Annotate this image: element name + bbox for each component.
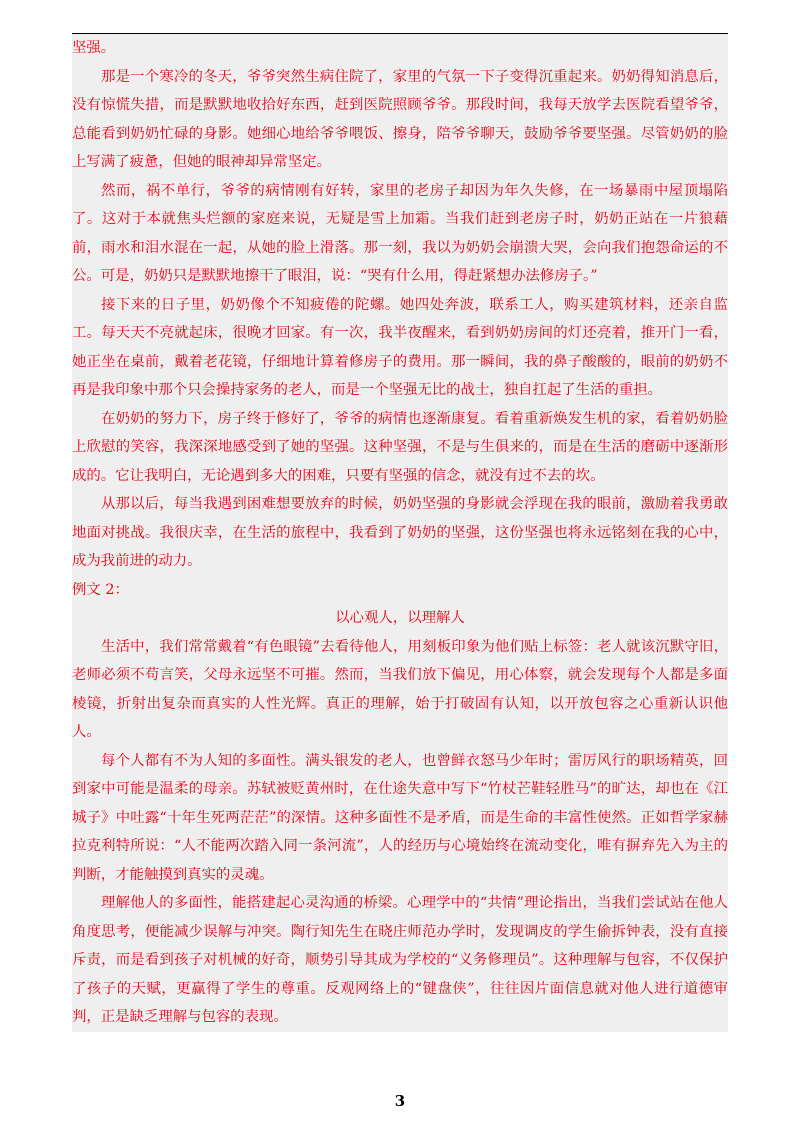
paragraph-multifaceted: 每个人都有不为人知的多面性。满头银发的老人，也曾鲜衣怒马少年时；雷厉风行的职场精英，回到家中可能是温柔的母亲。苏轼被贬黄州时，在仕途失意中写下“竹杖芒鞋轻胜马”的旷达，却也在《江城子》中吐露“十年生死两茫茫”的深情。这种多面性不是矛盾，而是生命的丰富性使然。正如哲学家赫拉克利特所说：“人不能两次踏入同一条河流”，人的经历与心境始终在流动变化，唯有摒弃先入为主的判断，才能触摸到真实的灵魂。 bbox=[72, 752, 728, 883]
paragraph-house-collapse: 然而，祸不单行，爷爷的病情刚有好转，家里的老房子却因为年久失修，在一场暴雨中屋顶塌陷了。这对于本就焦头烂额的家庭来说，无疑是雪上加霜。当我们赶到老房子时，奶奶正站在一片狼藉前，雨水和泪水混在一起，从她的脸上滑落。那一刻，我以为奶奶会崩溃大哭，会向我们抱怨命运的不公。可是，奶奶只是默默地擦干了眼泪，说：“哭有什么用，得赶紧想办法修房子。” bbox=[72, 182, 728, 284]
paragraph-continuation: 坚强。 bbox=[72, 40, 116, 56]
page-number: 3 bbox=[394, 1092, 406, 1110]
paragraph-empathy: 理解他人的多面性，能搭建起心灵沟通的桥梁。心理学中的“共情”理论指出，当我们尝试站在他人角度思考，便能减少误解与冲突。陶行知先生在晓庄师范办学时，发现调皮的学生偷拆钟表，没有直接斥责，而是看到孩子对机械的好奇，顺势引导其成为学校的“义务修理员”。这种理解与包容，不仅保护了孩子的天赋，更赢得了学生的尊重。反观网络上的“键盘侠”，往往因片面信息就对他人进行道德审判，正是缺乏理解与包容的表现。 bbox=[72, 895, 728, 1025]
document-body bbox=[72, 34, 728, 1032]
paragraph-recovery: 在奶奶的努力下，房子终于修好了，爷爷的病情也逐渐康复。看着重新焕发生机的家，看着奶奶脸上欣慰的笑容，我深深地感受到了她的坚强。这种坚强，不是与生俱来的，而是在生活的磨砺中逐渐形成的。它让我明白，无论遇到多大的困难，只要有坚强的信念，就没有过不去的坎。 bbox=[72, 410, 728, 484]
paragraph-repairs: 接下来的日子里，奶奶像个不知疲倦的陀螺。她四处奔波，联系工人，购买建筑材料，还亲自监工。每天天不亮就起床，很晚才回家。有一次，我半夜醒来，看到奶奶房间的灯还亮着，推开门一看，她正坐在桌前，戴着老花镜，仔细地计算着修房子的费用。那一瞬间，我的鼻子酸酸的，眼前的奶奶不再是我印象中那个只会操持家务的老人，而是一个坚强无比的战士，独自扛起了生活的重担。 bbox=[72, 296, 728, 398]
essay-title: 以心观人，以理解人 bbox=[335, 610, 465, 626]
paragraph-winter: 那是一个寒冷的冬天，爷爷突然生病住院了，家里的气氛一下子变得沉重起来。奶奶得知消息后，没有惊慌失措，而是默默地收拾好东西，赶到医院照顾爷爷。那段时间，我每天放学去医院看望爷爷，总能看到奶奶忙碌的身影。她细心地给爷爷喂饭、擦身，陪爷爷聊天，鼓励爷爷要坚强。尽管奶奶的脸上写满了疲惫，但她的眼神却异常坚定。 bbox=[72, 68, 728, 170]
example-label: 例文 2： bbox=[72, 581, 129, 598]
paragraph-stereotypes: 生活中，我们常常戴着“有色眼镜”去看待他人，用刻板印象为他们贴上标签：老人就该沉默守旧，老师必须不苟言笑，父母永远坚不可摧。然而，当我们放下偏见，用心体察，就会发现每个人都是多面棱镜，折射出复杂而真实的人性光辉。真正的理解，始于打破固有认知，以开放包容之心重新认识他人。 bbox=[72, 638, 728, 740]
paragraph-conclusion: 从那以后，每当我遇到困难想要放弃的时候，奶奶坚强的身影就会浮现在我的眼前，激励着我勇敢地面对挑战。我很庆幸，在生活的旅程中，我看到了奶奶的坚强，这份坚强也将永远铭刻在我的心中，成为我前进的动力。 bbox=[72, 496, 728, 569]
